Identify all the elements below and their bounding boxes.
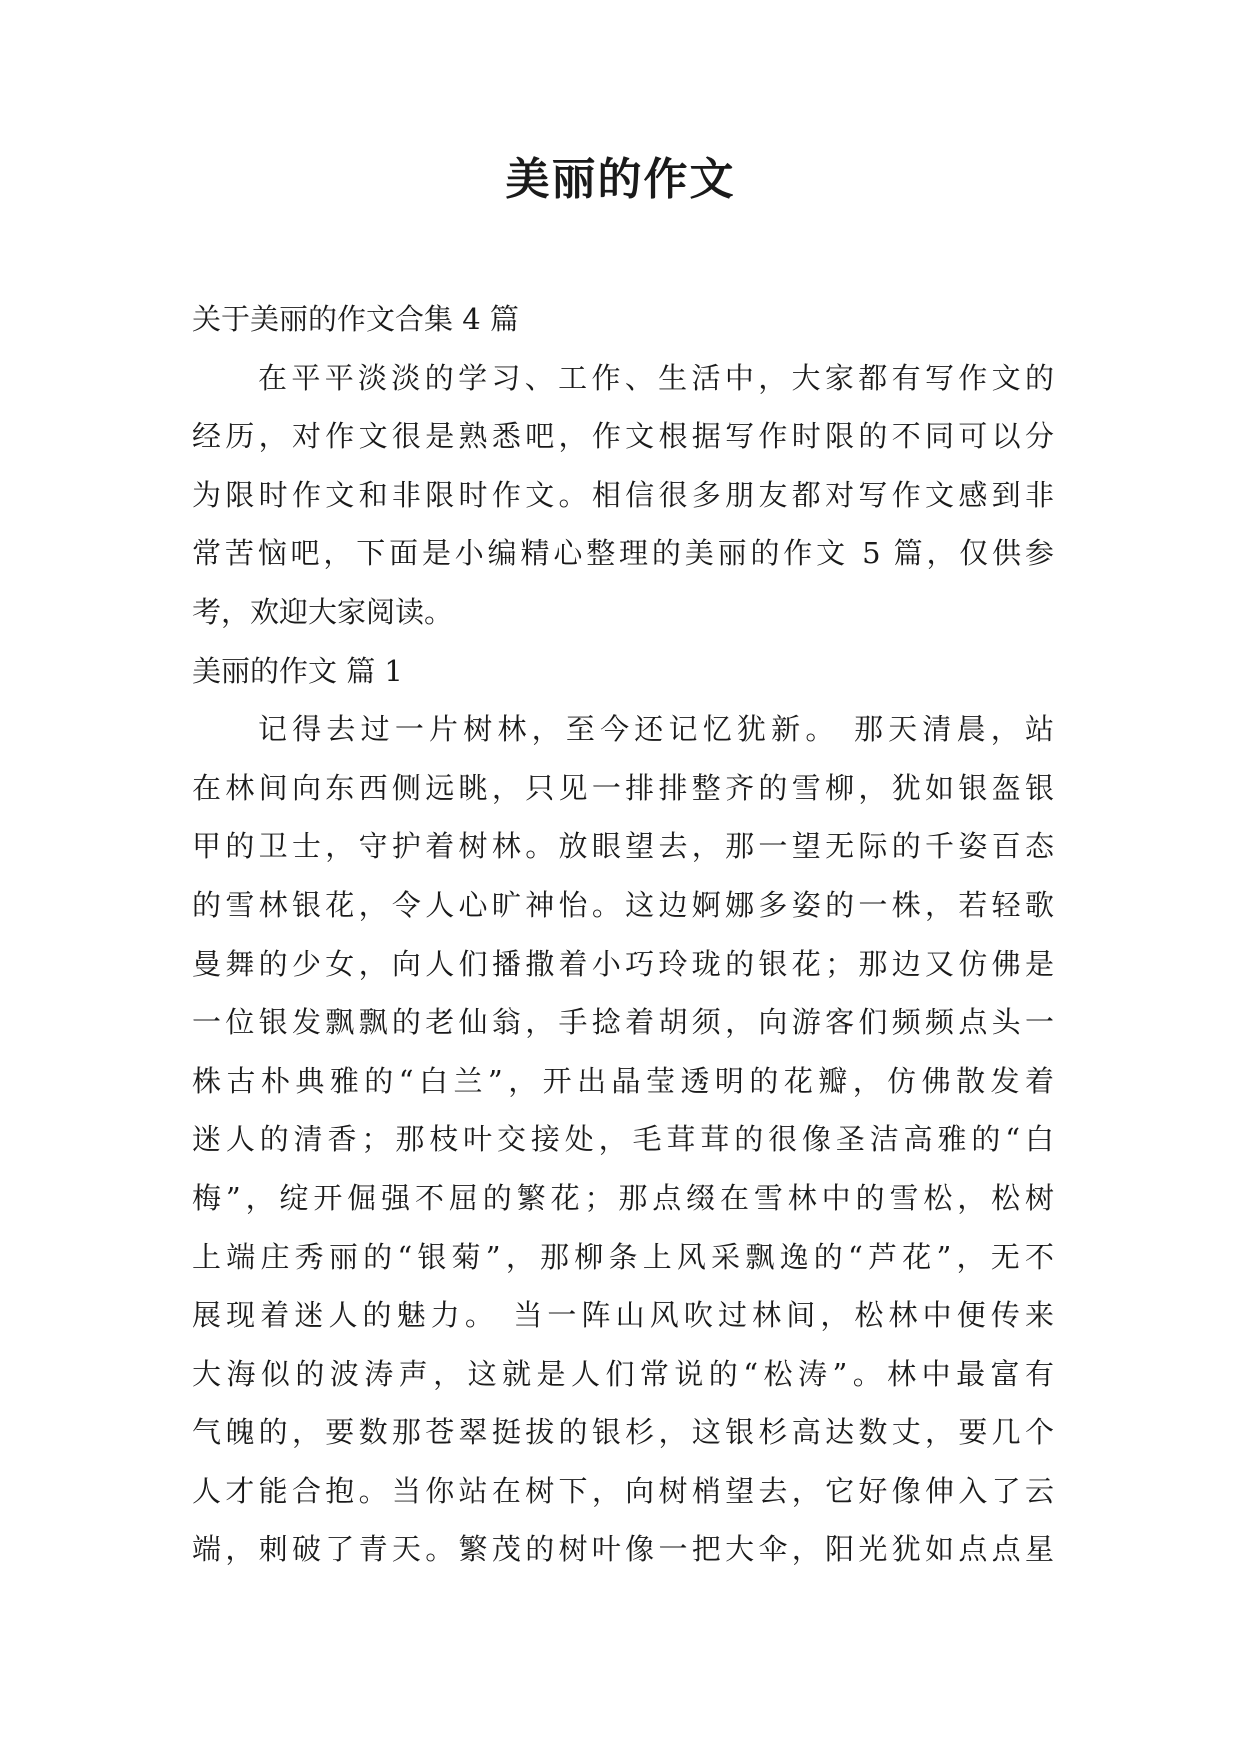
- text-line: 美丽的作文 篇 1: [192, 653, 403, 688]
- text-line: 在平平淡淡的学习、工作、生活中，大家都有写作文的: [258, 360, 1054, 395]
- text-line: 人才能合抱。当你站在树下，向树梢望去，它好像伸入了云: [192, 1473, 1054, 1508]
- text-line: 经历，对作文很是熟悉吧，作文根据写作时限的不同可以分: [192, 419, 1054, 454]
- text-line: 上端庄秀丽的“银菊”，那柳条上风采飘逸的“芦花”，无不: [192, 1239, 1054, 1274]
- text-line: 一位银发飘飘的老仙翁，手捻着胡须，向游客们频频点头一: [192, 1005, 1054, 1040]
- text-line: 为限时作文和非限时作文。相信很多朋友都对写作文感到非: [192, 477, 1054, 512]
- text-line: 曼舞的少女，向人们播撒着小巧玲珑的银花；那边又仿佛是: [192, 946, 1054, 981]
- text-line: 迷人的清香；那枝叶交接处，毛茸茸的很像圣洁高雅的“白: [192, 1122, 1054, 1157]
- text-line: 的雪林银花，令人心旷神怡。这边婀娜多姿的一株，若轻歌: [192, 887, 1054, 922]
- text-line: 梅”，绽开倔强不屈的繁花；那点缀在雪林中的雪松，松树: [192, 1180, 1054, 1215]
- text-line: 记得去过一片树林，至今还记忆犹新。 那天清晨，站: [258, 712, 1054, 747]
- document-title: 美丽的作文: [505, 154, 736, 205]
- text-line: 株古朴典雅的“白兰”，开出晶莹透明的花瓣，仿佛散发着: [192, 1063, 1054, 1098]
- text-line: 关于美丽的作文合集 4 篇: [192, 302, 519, 336]
- text-line: 气魄的，要数那苍翠挺拔的银杉，这银杉高达数丈，要几个: [192, 1415, 1054, 1450]
- text-line: 在林间向东西侧远眺，只见一排排整齐的雪柳，犹如银盔银: [192, 770, 1054, 805]
- text-line: 大海似的波涛声，这就是人们常说的“松涛”。林中最富有: [192, 1356, 1054, 1391]
- text-line: 端，刺破了青天。繁茂的树叶像一把大伞，阳光犹如点点星: [192, 1532, 1054, 1567]
- text-line: 考，欢迎大家阅读。: [192, 594, 454, 629]
- document-body: [192, 290, 1054, 1579]
- text-line: 展现着迷人的魅力。 当一阵山风吹过林间，松林中便传来: [192, 1298, 1054, 1333]
- text-line: 甲的卫士，守护着树林。放眼望去，那一望无际的千姿百态: [192, 829, 1054, 864]
- text-line: 常苦恼吧，下面是小编精心整理的美丽的作文 5 篇，仅供参: [192, 536, 1054, 571]
